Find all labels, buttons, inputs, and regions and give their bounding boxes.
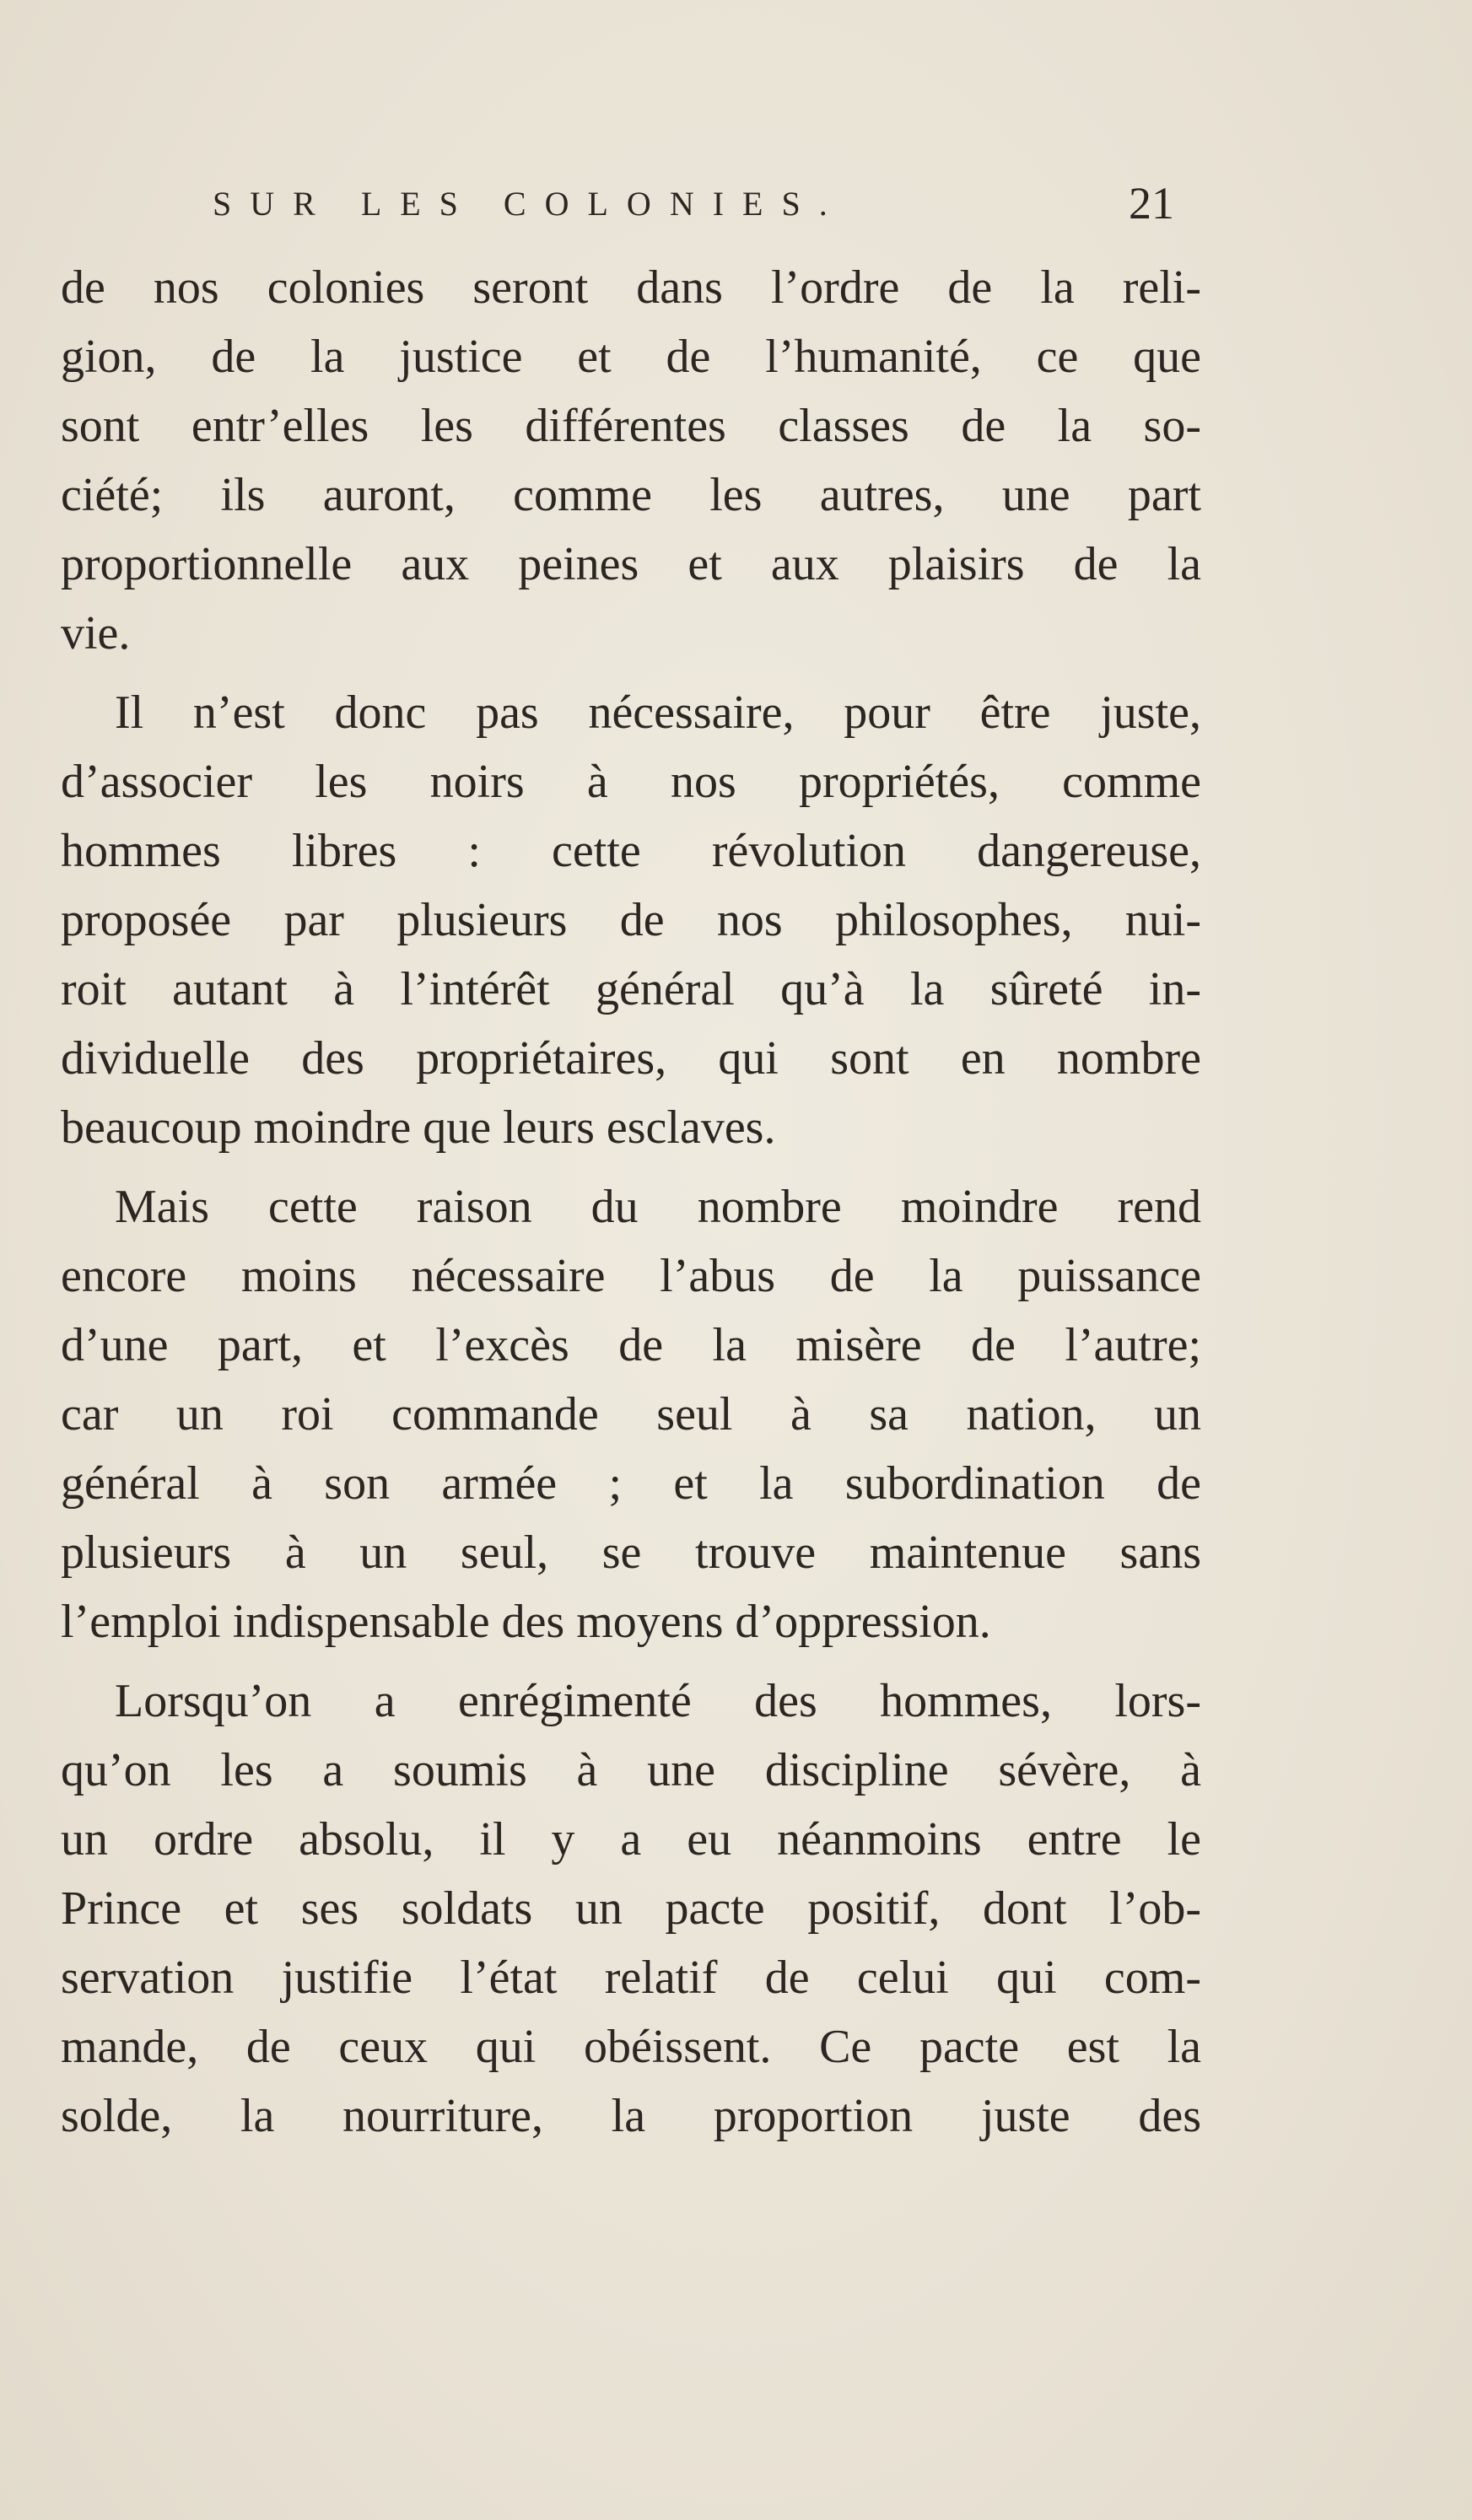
text-line: Mais cette raison du nombre moindre rend — [115, 1181, 1201, 1233]
paragraph — [61, 1667, 1201, 2151]
text-line: roit autant à l’intérêt général qu’à la sûreté in- — [61, 963, 1201, 1015]
text-line: proposée par plusieurs de nos philosophes, nui- — [61, 894, 1201, 946]
text-line: d’une part, et l’excès de la misère de l’autre; — [61, 1319, 1201, 1371]
body-text — [61, 253, 1201, 2151]
text-line: ciété; ils auront, comme les autres, une part — [61, 469, 1201, 521]
running-title: SUR LES COLONIES. — [213, 185, 846, 223]
paragraph — [61, 678, 1201, 1162]
text-line: servation justifie l’état relatif de celui qui com- — [61, 1952, 1201, 2004]
text-line: sont entr’elles les différentes classes de la so- — [61, 400, 1201, 452]
text-line: Prince et ses soldats un pacte positif, dont l’ob- — [61, 1882, 1201, 1935]
text-line: l’emploi indispensable des moyens d’oppression. — [61, 1596, 991, 1648]
text-line: solde, la nourriture, la proportion juste des — [61, 2090, 1201, 2142]
text-line: car un roi commande seul à sa nation, un — [61, 1388, 1201, 1440]
paragraph — [61, 1172, 1201, 1656]
running-header — [213, 184, 1225, 226]
text-line: mande, de ceux qui obéissent. Ce pacte est la — [61, 2021, 1201, 2073]
text-line: vie. — [61, 607, 131, 660]
text-line: un ordre absolu, il y a eu néanmoins entre le — [61, 1813, 1201, 1866]
text-line: Lorsqu’on a enrégimenté des hommes, lors- — [115, 1675, 1201, 1727]
paragraph — [61, 253, 1201, 668]
text-line: qu’on les a soumis à une discipline sévère, à — [61, 1744, 1201, 1796]
text-line: général à son armée ; et la subordination de — [61, 1457, 1201, 1510]
text-line: d’associer les noirs à nos propriétés, comme — [61, 756, 1201, 808]
text-line: Il n’est donc pas nécessaire, pour être juste, — [115, 687, 1201, 739]
text-line: encore moins nécessaire l’abus de la puissance — [61, 1250, 1201, 1302]
text-line: plusieurs à un seul, se trouve maintenue sans — [61, 1527, 1201, 1579]
text-line: hommes libres : cette révolution dangereuse, — [61, 825, 1201, 877]
text-line: dividuelle des propriétaires, qui sont en nombre — [61, 1032, 1201, 1085]
text-line: beaucoup moindre que leurs esclaves. — [61, 1101, 776, 1154]
page-number: 21 — [1129, 178, 1174, 229]
text-line: de nos colonies seront dans l’ordre de la reli- — [61, 261, 1201, 314]
text-line: proportionnelle aux peines et aux plaisirs de la — [61, 538, 1201, 590]
text-line: gion, de la justice et de l’humanité, ce que — [61, 331, 1201, 383]
